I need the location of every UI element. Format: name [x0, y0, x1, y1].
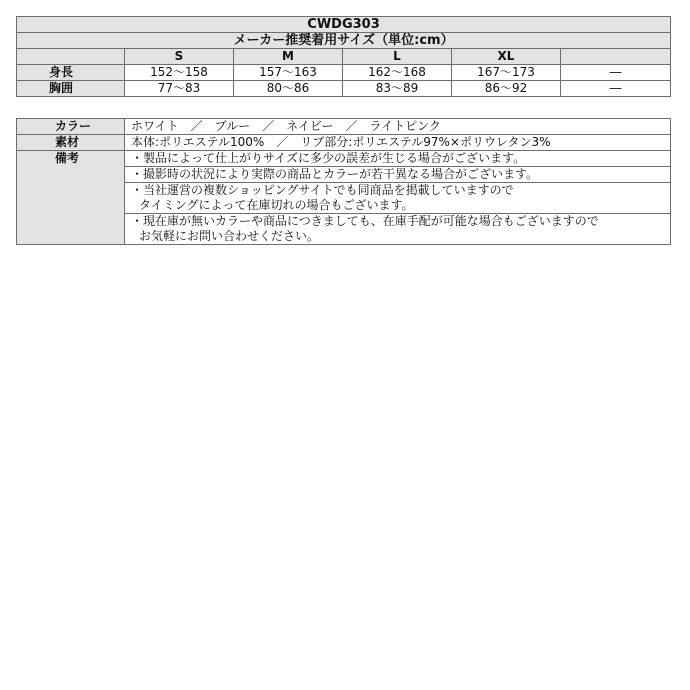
size-table-subtitle: メーカー推奨着用サイズ（単位:cm） [17, 33, 671, 49]
material-row [17, 135, 671, 151]
chest-xl: 86～92 [452, 81, 561, 97]
size-table [16, 16, 671, 97]
notes-label: 備考 [17, 151, 125, 245]
note-4 [125, 214, 671, 245]
size-header-xl: XL [452, 49, 561, 65]
chest-label: 胸囲 [17, 81, 125, 97]
chest-s: 77～83 [125, 81, 234, 97]
height-m: 157～163 [234, 65, 343, 81]
note-3 [125, 183, 671, 214]
color-row [17, 119, 671, 135]
material-value: 本体:ポリエステル100% ／ リブ部分:ポリエステル97%×ポリウレタン3% [125, 135, 671, 151]
color-label: カラー [17, 119, 125, 135]
chest-m: 80～86 [234, 81, 343, 97]
height-label: 身長 [17, 65, 125, 81]
notes-row-1 [17, 151, 671, 167]
height-row [17, 65, 671, 81]
size-header-blank [17, 49, 125, 65]
size-header-extra [561, 49, 671, 65]
size-header-l: L [343, 49, 452, 65]
size-header-s: S [125, 49, 234, 65]
height-xl: 167～173 [452, 65, 561, 81]
product-code: CWDG303 [17, 17, 671, 33]
chest-extra: ― [561, 81, 671, 97]
note-2 [125, 167, 671, 183]
color-value: ホワイト ／ ブルー ／ ネイビー ／ ライトピンク [125, 119, 671, 135]
note-3-line-1: ・当社運営の複数ショッピングサイトでも同商品を掲載していますので [131, 183, 514, 197]
note-4-line-2: お気軽にお問い合わせください。 [139, 229, 320, 243]
note-1-line-1: ・製品によって仕上がりサイズに多少の誤差が生じる場合がございます。 [131, 151, 526, 165]
note-1 [125, 151, 671, 167]
note-4-line-1: ・現在庫が無いカラーや商品につきましても、在庫手配が可能な場合もございますので [131, 214, 599, 228]
product-info-table [16, 118, 671, 245]
height-extra: ― [561, 65, 671, 81]
height-s: 152～158 [125, 65, 234, 81]
height-l: 162～168 [343, 65, 452, 81]
chest-l: 83～89 [343, 81, 452, 97]
size-header-m: M [234, 49, 343, 65]
note-2-line-1: ・撮影時の状況により実際の商品とカラーが若干異なる場合がございます。 [131, 167, 539, 181]
note-3-line-2: タイミングによって在庫切れの場合もございます。 [139, 198, 414, 212]
material-label: 素材 [17, 135, 125, 151]
chest-row [17, 81, 671, 97]
